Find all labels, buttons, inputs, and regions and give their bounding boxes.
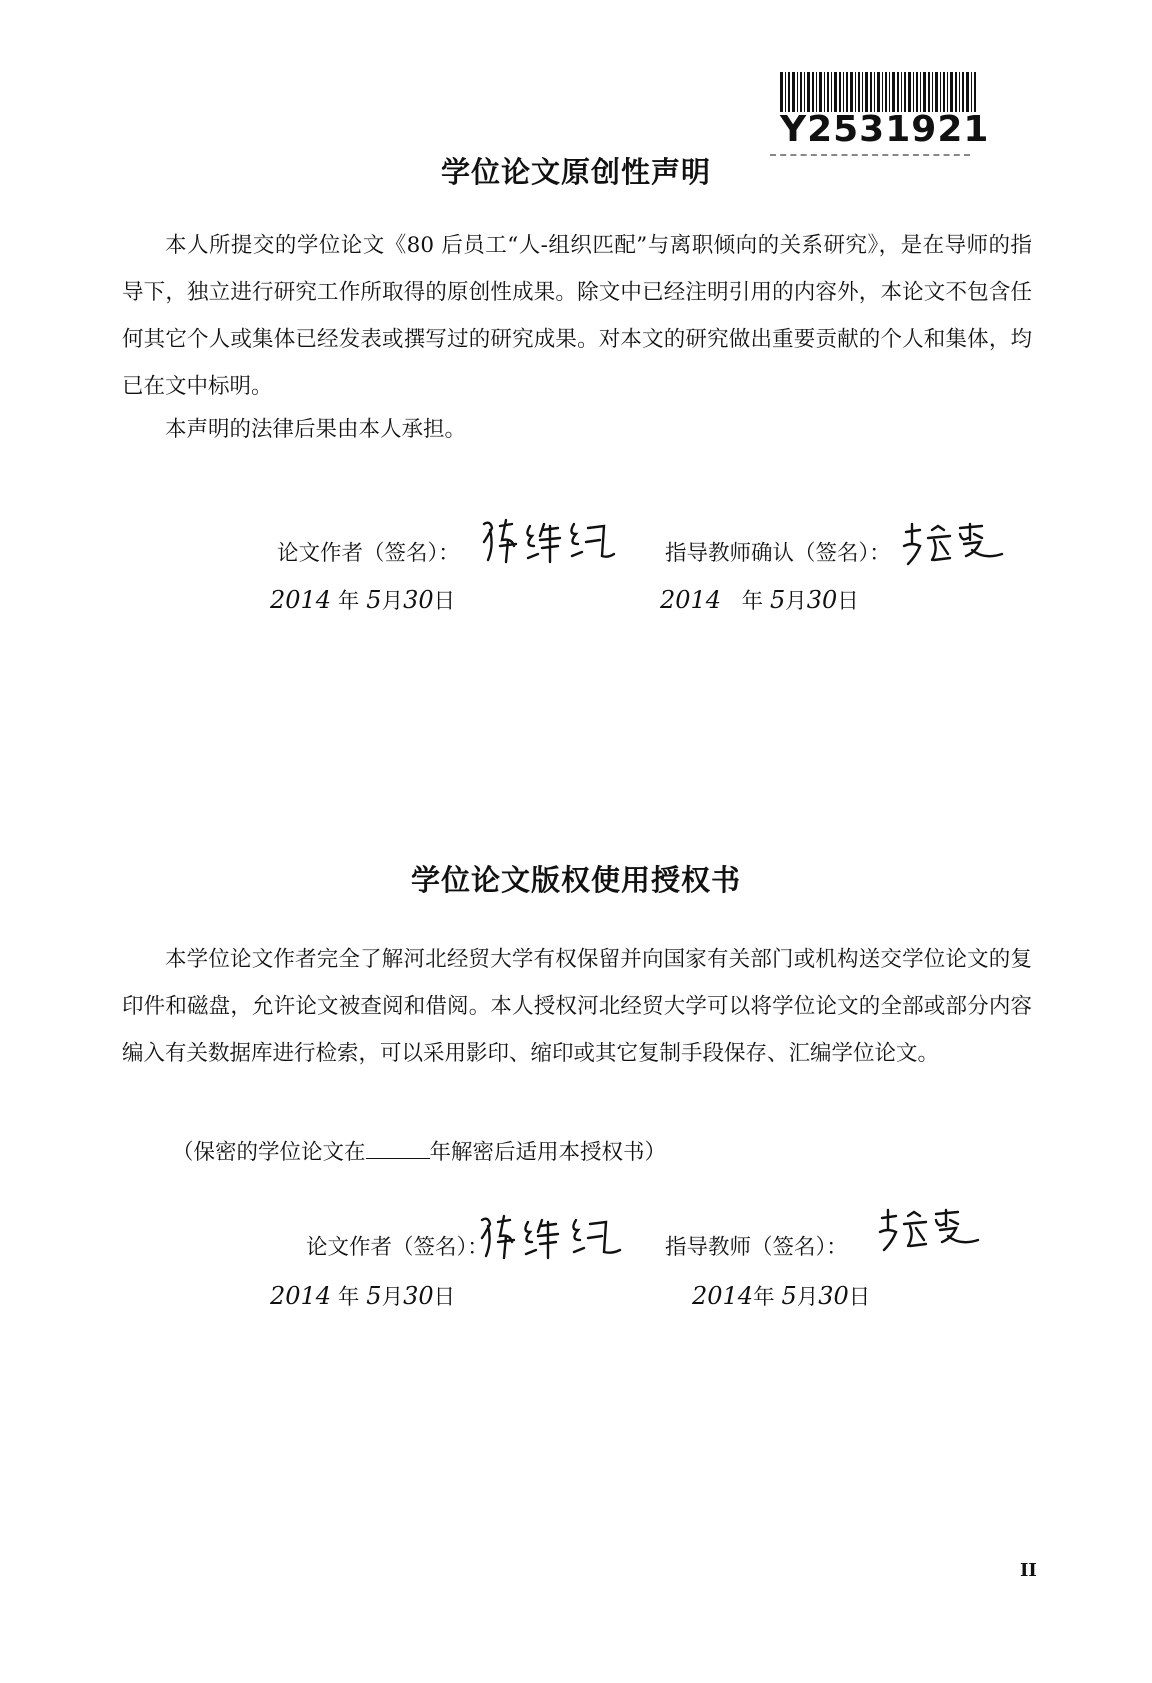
section1-author-date-year-unit: 年: [337, 589, 360, 614]
section2-author-date-day-unit: 日: [433, 1285, 456, 1310]
section1-advisor-date-year-unit: 年: [741, 589, 764, 614]
section1-advisor-date-day-unit: 日: [837, 589, 859, 614]
section2-advisor-label: 指导教师（签名）：: [665, 1235, 848, 1260]
section1-author-date-year: 2014: [270, 586, 332, 614]
section1-author-date: [270, 584, 455, 615]
section2-advisor-date-month-unit: 月: [796, 1285, 819, 1310]
section2-author-label: 论文作者（签名）：: [306, 1235, 489, 1260]
section1-advisor-date: [660, 584, 859, 615]
section1-author-label: 论文作者（签名）：: [277, 541, 460, 566]
section2-advisor-date-year: 2014: [692, 1282, 754, 1310]
section2-secret-statement: [172, 1135, 666, 1166]
section1-paragraph-1: 本人所提交的学位论文《80 后员工“人-组织匹配”与离职倾向的关系研究》，是在导师的指导下，独立进行研究工作所取得的原创性成果。除文中已经注明引用的内容外，本论文不包含任何其它个人或集体已经发表或撰写过的研究成果。对本文的研究做出重要贡献的个人和集体，均已在文中标明。: [122, 233, 1032, 399]
secret-years-blank: [366, 1140, 430, 1159]
section1-advisor-date-month-unit: 月: [785, 589, 807, 614]
section1-paragraph-2: 本声明的法律后果由本人承担。: [165, 417, 467, 442]
section1-advisor-signature: [898, 520, 1008, 570]
section2-author-date-month: 5: [366, 1282, 382, 1310]
barcode: [780, 72, 990, 162]
section2-advisor-date-day-unit: 日: [848, 1285, 871, 1310]
section2-advisor-signature: [874, 1206, 984, 1256]
section2-advisor-date-month: 5: [781, 1282, 797, 1310]
section2-paragraph-1: 本学位论文作者完全了解河北经贸大学有权保留并向国家有关部门或机构送交学位论文的复印件和磁盘，允许论文被查阅和借阅。本人授权河北经贸大学可以将学位论文的全部或部分内容编入有关数据库进行检索，可以采用影印、缩印或其它复制手段保存、汇编学位论文。: [122, 947, 1032, 1066]
section1-author-date-month: 5: [366, 586, 382, 614]
section2-secret-suffix: 年解密后适用本授权书）: [429, 1140, 667, 1165]
section2-advisor-date-year-unit: 年: [753, 1285, 775, 1310]
page-number: II: [1020, 1560, 1037, 1581]
section2-author-date-day: 30: [403, 1282, 434, 1310]
section2-secret-prefix: （保密的学位论文在: [172, 1140, 366, 1165]
section2-title: 学位论文版权使用授权书: [410, 863, 741, 897]
section2-author-date: [270, 1280, 455, 1311]
barcode-bars: [780, 72, 976, 112]
barcode-number: Y2531921: [780, 109, 990, 150]
section1-author-date-day: 30: [403, 586, 434, 614]
section1-author-date-day-unit: 日: [433, 589, 456, 614]
section2-author-date-year-unit: 年: [337, 1285, 360, 1310]
section1-advisor-date-day: 30: [806, 586, 838, 614]
section1-author-date-month-unit: 月: [381, 589, 404, 614]
section1-advisor-date-year: 2014: [660, 586, 722, 614]
section2-advisor-date: [692, 1280, 870, 1311]
section1-title: 学位论文原创性声明: [440, 155, 711, 189]
section1-author-signature: [478, 516, 618, 566]
section2-author-date-year: 2014: [270, 1282, 332, 1310]
section2-author-signature: [476, 1212, 626, 1262]
section1-advisor-label: 指导教师确认（签名）：: [665, 541, 891, 566]
section1-advisor-date-month: 5: [769, 586, 786, 614]
section2-advisor-date-day: 30: [818, 1282, 849, 1310]
section2-author-date-month-unit: 月: [381, 1285, 404, 1310]
